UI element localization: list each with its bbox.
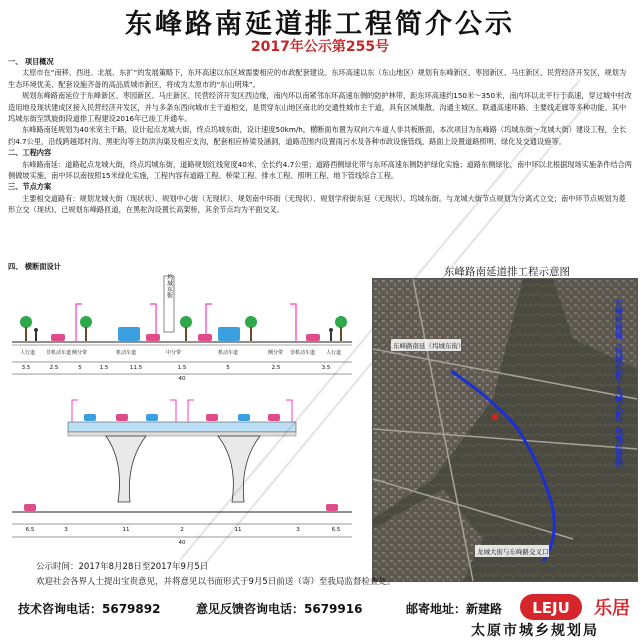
dim-bottom: 6.5 [25,527,35,533]
dim-top: 3.5 [21,365,31,371]
map-label-south: 龙城大街与东峰路交叉口 [477,548,549,556]
tech-consult-phone: 技术咨询电话：5679892 [18,602,161,616]
nodes-paragraph: 主要相交道路有：规划龙城大街（现状状）、规划中心街（无现状）、规划南中环街（无现状）、规划学府街东延（无现状）、坞城东街。与龙城大街节点规划为分离式立交；南中环节点规划为菱形立交（现状)，已规划东峰路匝道，在黑驼沟设置长高架桥，其余节点均为平面交叉。 [8,193,626,215]
label-sidewalk-left: 人行道 [20,350,36,356]
label-lanes-right: 机动车道 [218,350,239,356]
overview-paragraph-2: 规划东峰路南延位于东峰新区、枣园新区、马庄新区、民营经济开发区西边缘，南内环以南紧邻东环高速东侧的防护林带，距东环高速约150米～350米，南内环以北平行于高速，穿过城中村改造用地及现状建成区接入民营经济开发区，并与多条东西向城市主干道相交，是贯穿东山地区南北的交通性城市主干道，具有区域集散、沟通主城区、联通高速环路、主要线走廊等多种功能。其中坞城东街至凯旋街段道排工程建设2016年已竣工并通车。 [8,91,632,124]
dim-top: 1.5 [99,365,109,371]
dim-bottom: 11 [234,527,242,533]
map-side-text: 东峰路南延（坞城东街～龙城大街）规划位置图 [614,299,624,467]
pedestrian-icon [34,328,333,341]
notice-number: 2017年公示第255号 [250,39,390,55]
label-median-left: 侧分带 [72,350,88,356]
dim-bottom: 3 [296,527,300,533]
dim-bottom: 2 [180,527,184,533]
label-lanes-left: 机动车道 [116,350,137,356]
map-label-north: 东峰路南延（坞城东街） [393,342,465,350]
dim-top: 5 [78,365,82,371]
notice-title: 东峰路南延道排工程简介公示 [125,9,515,40]
dim-top: 2.5 [49,365,59,371]
dim-total-top: 40 [178,376,186,382]
feedback-phone: 意见反馈咨询电话：5679916 [196,602,363,616]
mailing-address: 邮寄地址：新建路 [406,602,503,616]
dim-top: 2.5 [271,365,281,371]
overview-paragraph-3: 东峰路南延规划为40米宽主干路，设计起点龙城大街，终点坞城东街，设计速度50km/h，横断面布置为双向六车道人非共板断面，本次项目为东峰路（坞城东街～龙城大街）建设工程，全长约4.7公里，沿线跨越郑村沟、黑驼沟等主防洪沟渠及相应支沟，配套相应桥梁及涵洞，道路范围内设置雨污水及各种市政设施管线，路面上设置道路照明、绿化及交通设施等。 [8,125,627,146]
dim-top: 3.5 [321,365,331,371]
dim-bottom: 11 [122,527,130,533]
construction-paragraph: 东峰路南延：道路起点龙城大街，终点坞城东街，道路规划红线宽度40米，全长约4.7公里；道路西侧绿化带与东环高速东侧防护绿化实施；道路东侧绿化，南中环以北根据现场实施条件结合两侧做坡实施，南中环以南按照15米绿化实施，工程内容有道路工程、桥梁工程、排水工程、照明工程、地下管线综合工程。 [8,159,632,181]
route-map [372,278,638,582]
nodes-heading: 三、节点方案 [8,182,52,192]
dim-top: 11.5 [129,365,143,371]
cross-section-heading: 四、 横断面设计 [8,262,61,271]
overview-paragraph-1: 太原市在“南移、西进、北展、东扩”的发展策略下，东环高速以东区域需要相应的市政配套建设。东环高速以东（东山地区）规划有东峰新区、枣园新区、马庄新区、民营经济开发区，规划为生态环境优美、配套设施齐备的高品质城市新区，将成为太原市的“东山明珠”。 [8,68,627,89]
notice-body [8,56,632,216]
label-median-right: 侧分带 [268,350,284,356]
dim-top: 1.5 [177,365,187,371]
publicity-period: 公示时间：2017年8月28日至2017年9月5日 [36,562,209,572]
tree-icon [20,316,347,341]
label-bike-right: 非机动车道 [290,350,316,356]
logo-brand-cn: 乐居 [594,598,630,619]
leju-logo [520,592,640,622]
overview-heading: 一、 项目概况 [8,57,54,66]
dim-bottom: 6.5 [331,527,341,533]
cross-section-diagram [6,272,358,554]
logo-brand-text: LEJU [532,599,570,617]
label-sidewalk-right: 人行道 [326,350,342,356]
dim-top: 5 [226,365,230,371]
construction-heading: 二、工程内容 [8,148,52,158]
issuing-authority: 太原市城乡规划局 [471,623,599,639]
label-bike-left: 非机动车道 [46,350,72,356]
dim-bottom: 3 [64,527,68,533]
street-name-vertical: 坞城东街 [165,274,173,298]
publicity-invitation: 欢迎社会各界人士提出宝贵意见，并将意见以书面形式于9月5日前送（寄）至我局监督检查处。 [36,577,396,587]
dim-total-bottom: 40 [178,540,186,546]
label-median-center: 中分带 [166,350,182,356]
map-title: 东峰路南延道排工程示意图 [444,266,570,278]
